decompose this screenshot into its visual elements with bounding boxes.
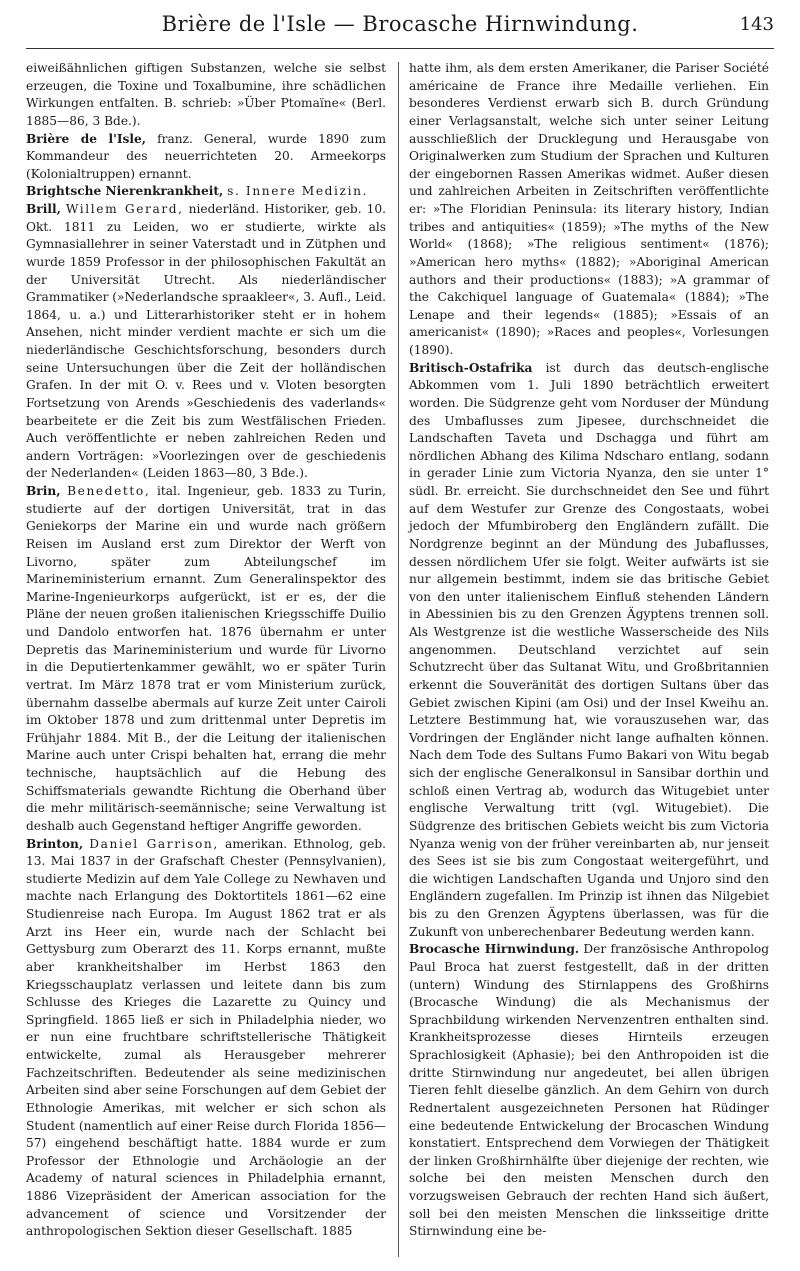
entry-headword: Brinton, (26, 836, 84, 851)
column-divider (398, 62, 399, 1257)
entry-britisch-ostafrika (409, 360, 769, 942)
entry-headword: Brière de l'Isle, (26, 131, 147, 146)
entry-brightsche-nierenkrankheit (26, 183, 386, 201)
entry-brin (26, 483, 386, 836)
entry-text: ital. Ingenieur, geb. 1833 zu Turin, studierte auf der dortigen Universität, trat in das Geniekorps der Marine ein und wurde nach größern Reisen im Ausland erst zum Direktor der Werft von Livorno, später zum Abteilungschef im Marineministerium ernannt. Zum Generalinspektor des Marine-Ingenieurkorps aufgerückt, ist er es, der die Pläne der neuen großen italienischen Kriegsschiffe Duilio und Dandolo entworfen hat. 1876 übernahm er unter Depretis das Marineministerium und wurde für Livorno in die Deputiertenkammer gewählt, wo er später Turin vertrat. Im März 1878 trat er vom Ministerium zurück, übernahm dasselbe abermals auf kurze Zeit unter Cairoli im Oktober 1878 und zum drittenmal unter Depretis im Frühjahr 1884. Mit B., der die Leitung der italienischen Marine auch unter Crispi behalten hat, errang die mehr technische, hauptsächlich auf die Hebung des Schiffsmaterials gewandte Richtung die Oberhand über die mehr militärisch-seemännische; seine Verwaltung ist deshalb auch Gegenstand heftiger Angriffe geworden. (26, 484, 387, 833)
left-column (26, 60, 386, 1241)
entry-briere-de-lisle (26, 131, 386, 184)
entry-text: amerikan. Ethnolog, geb. 13. Mai 1837 in der Grafschaft Chester (Pennsylvanien), studierte Medizin auf dem Yale College zu Newhaven und machte nach Erlangung des Doktortitels 1861—62 eine Studienreise nach Europa. Im August 1862 trat er als Arzt ins Heer ein, wurde nach der Schlacht bei Gettysburg zum Oberarzt des 11. Korps ernannt, mußte aber krankheitshalber im Herbst 1863 den Kriegsschauplatz verlassen und leitete dann bis zum Schlusse des Krieges die Lazarette zu Quincy und Springfield. 1865 ließ er sich in Philadelphia nieder, wo er nun eine fruchtbare schriftstellerische Thätigkeit entwickelte, zumal als Herausgeber mehrerer Fachzeitschriften. Bedeutender als seine medizinischen Arbeiten sind aber seine Forschungen auf dem Gebiet der Ethnologie Amerikas, mit welcher er sich schon als Student (namentlich auf einer Reise durch Florida 1856—57) eingehend beschäftigt hatte. 1884 wurde er zum Professor der Ethnologie und Archäologie an der Academy of natural sciences in Philadelphia ernannt, 1886 Vizepräsident der American association for the advancement of science und Vorsitzender der anthropologischen Sektion dieser Gesellschaft. 1885 (26, 836, 386, 1239)
page-number: 143 (739, 14, 774, 35)
entry-text: eiweißähnlichen giftigen Substanzen, welche sie selbst erzeugen, die Toxine und Toxalbumine, ihre schädlichen Wirkungen entfalten. B. schrieb: »Über Ptomaïne« (Berl. 1885—86, 3 Bde.). (26, 61, 386, 128)
entry-text: Der französische Anthropolog Paul Broca hat zuerst festgestellt, daß in der dritten (untern) Windung des Stirnlappens des Großhirns (Brocasche Windung) die als Mechanismus der Sprachbildung wirkenden Nervenzentren enthalten sind. Krankheitsprozesse dieses Hirnteils erzeugen Sprachlosigkeit (Aphasie); bei den Anthropoiden ist die dritte Stirnwindung nur angedeutet, bei allen übrigen Tieren fehlt dieselbe gänzlich. An dem Gehirn von durch Rednertalent ausgezeichneten Personen hat Rüdinger eine bedeutende Entwickelung der Brocaschen Windung konstatiert. Entsprechend dem Vorwiegen der Thätigkeit der linken Großhirnhälfte über diejenige der rechten, wie solche bei den meisten Menschen durch den vorzugsweisen Gebrauch der rechten Hand sich äußert, soll bei den meisten Menschen die linksseitige dritte Stirnwindung eine be- (409, 942, 769, 1239)
entry-headword: Brill, (26, 202, 61, 216)
entry-brill (26, 201, 386, 483)
entry-headword: Brocasche Hirnwindung. (409, 942, 580, 957)
right-column (409, 60, 769, 1241)
entry-headword: Britisch-Ostafrika (409, 360, 533, 375)
entry-text: niederländ. Historiker, geb. 10. Okt. 1811 zu Leiden, wo er studierte, wirkte als Gymnasiallehrer in seiner Vaterstadt und in Zütphen und wurde 1859 Professor in der philosophischen Fakultät an der Universität Utrecht. Als niederländischer Grammatiker (»Nederlandsche spraakleer«, 3. Aufl., Leid. 1864, u. a.) und Litterarhistoriker steht er in hohem Ansehen, nicht minder verdient machte er sich um die niederländische Geschichtsforschung, besonders durch seine Untersuchungen über die Zeit der holländischen Grafen. In der mit O. v. Rees und v. Vloten besorgten Fortsetzung von Arends »Geschiedenis des vaderlands« bearbeitete er die Zeit bis zum Westfälischen Frieden. Auch veröffentlichte er neben zahlreichen Reden und andern Vorträgen: »Voorlezingen over de geschiedenis der Nederlanden« (Leiden 1863—80, 3 Bde.). (26, 202, 387, 481)
running-header (26, 8, 774, 49)
entry-person-name: Willem Gerard, (65, 202, 184, 216)
entry-brocasche-hirnwindung (409, 941, 769, 1241)
entry-continuation-brinton (409, 60, 769, 360)
entry-headword: Brin, (26, 484, 61, 498)
entry-continuation-brieger (26, 60, 386, 131)
entry-headword: Brightsche Nierenkrankheit, (26, 184, 224, 199)
entry-text: ist durch das deutsch-englische Abkommen vom 1. Juli 1890 beträchtlich erweitert worden. Die Südgrenze geht vom Norduser der Mündung des Umbaflusses zum Jipesee, durchschneidet die Landschaften Taveta und Dschagga und führt am nördlichen Abhang des Kilima Ndscharo entlang, sodann in gerader Linie zum Victoria Nyanza, den sie unter 1° südl. Br. erreicht. Sie durchschneidet den See und führt auf dem Westufer zur Grenze des Congostaats, wobei jedoch der Mfumbiroberg den Engländern zufällt. Die Nordgrenze beginnt an der Mündung des Jubaflusses, dessen nördlichem Ufer sie folgt. Weiter aufwärts ist sie nur allgemein bestimmt, indem sie das britische Gebiet von den unter italienischem Einfluß stehenden Ländern in Abessinien bis zu den Grenzen Ägyptens trennen soll. Als Westgrenze ist die westliche Wasserscheide des Nils angenommen. Deutschland verzichtet auf sein Schutzrecht über das Sultanat Witu, und Großbritannien erkennt die Souveränität des dortigen Sultans über das Gebiet zwischen Kipini (am Osi) und der Insel Kweihu an. Letztere Bestimmung hat, wie vorauszusehen war, das Vordringen der Engländer nicht lange aufhalten können. Nach dem Tode des Sultans Fumo Bakari von Witu begab sich der englische Generalkonsul in Sansibar dorthin und schloß einen Vertrag ab, wodurch das Witugebiet unter englische Verwaltung tritt (vgl. Witugebiet). Die Südgrenze des britischen Gebiets weicht bis zum Victoria Nyanza wenig von der früher vereinbarten ab, nur jenseit des Sees ist sie bis zum Congostaat weitergeführt, und die wichtigen Landschaften Uganda und Unjoro sind den Engländern zugefallen. Im Prinzip ist ihnen das Nilgebiet bis zu den Grenzen Ägyptens überlassen, was für die Zukunft von unberechenbarer Bedeutung werden kann. (409, 360, 769, 939)
entry-brinton (26, 836, 386, 1241)
entry-text: s. Innere Medizin. (227, 184, 368, 199)
running-title: Brière de l'Isle — Brocasche Hirnwindung. (161, 12, 639, 36)
entry-person-name: Benedetto, (67, 484, 151, 498)
entry-text: franz. General, wurde 1890 zum Kommandeur des neuerrichteten 20. Armeekorps (Kolonialtruppen) ernannt. (26, 131, 387, 181)
entry-text: hatte ihm, als dem ersten Amerikaner, die Pariser Société américaine de France ihre Medaille verliehen. Ein besonderes Verdienst erwarb sich B. durch Gründung einer Verlagsanstalt, welche sich unter seiner Leitung ausschließlich der Drucklegung und Herausgabe von Originalwerken zum Studium der Sprachen und Kulturen der eingebornen Rassen Amerikas widmet. Außer diesen und zahlreichen Arbeiten in Zeitschriften veröffentlichte er: »The Floridian Peninsula: its literary history, Indian tribes and antiquities« (1859); »The myths of the New World« (1868); »The religious sentiment« (1876); »American hero myths« (1882); »Aboriginal American authors and their productions« (1883); »A grammar of the Cakchiquel language of Guatemala« (1884); »The Lenape and their legends« (1885); »Essais of an americanist« (1890); »Races and peoples«, Vorlesungen (1890). (409, 61, 769, 357)
entry-person-name: Daniel Garrison, (89, 836, 219, 851)
